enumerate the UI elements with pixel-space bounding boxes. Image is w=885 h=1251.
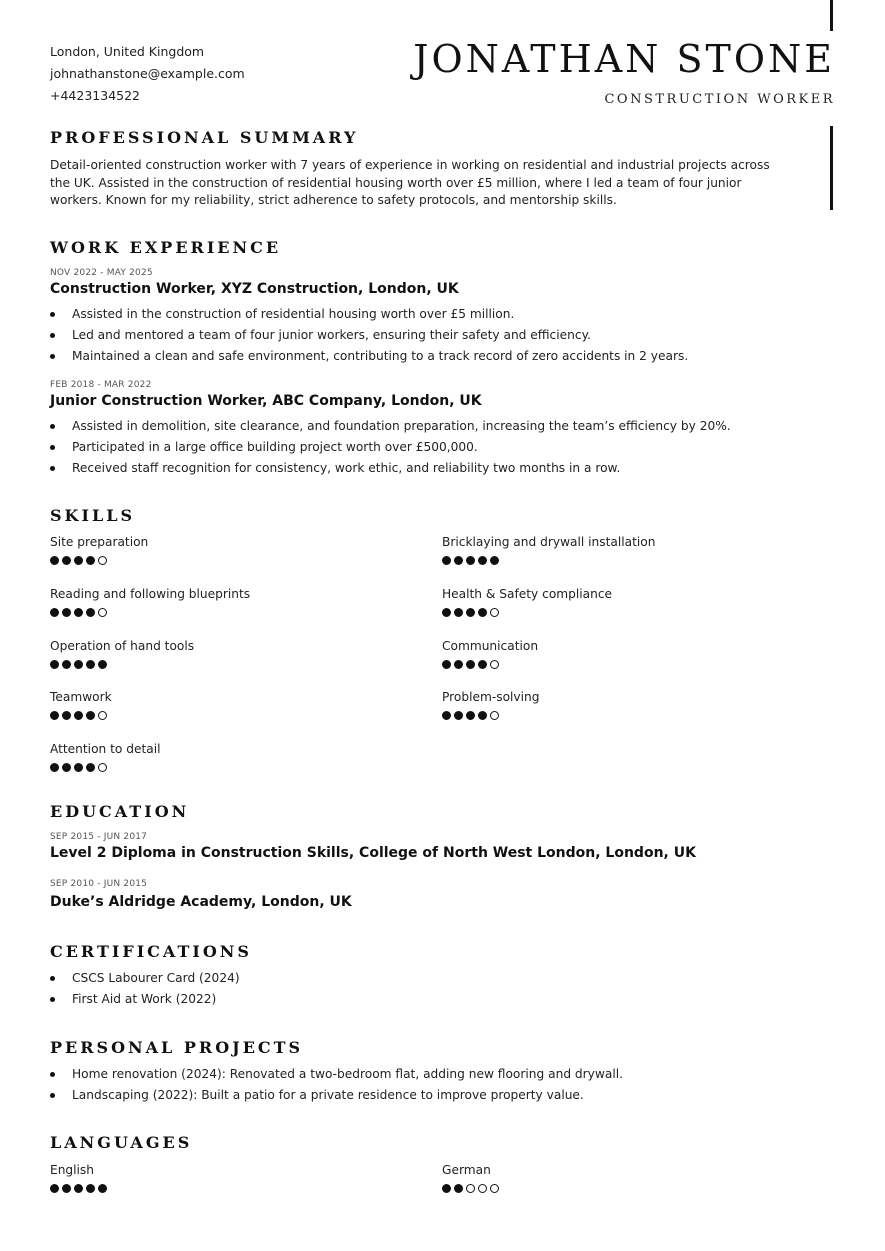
rating-dot-filled bbox=[478, 660, 487, 669]
skill-label: Health & Safety compliance bbox=[442, 587, 613, 601]
education-2-title: Duke’s Aldridge Academy, London, UK bbox=[50, 894, 352, 910]
rating-dot-filled bbox=[74, 608, 83, 617]
rating-dot-filled bbox=[454, 608, 463, 617]
rating-dot-empty bbox=[490, 711, 499, 720]
skill-label: Bricklaying and drywall installation bbox=[442, 535, 656, 549]
rating-dot-filled bbox=[442, 711, 451, 720]
rating-dot-filled bbox=[62, 660, 71, 669]
skill-label: Attention to detail bbox=[50, 742, 161, 756]
job-1-dates: NOV 2022 - MAY 2025 bbox=[50, 268, 153, 278]
rating-dot-filled bbox=[74, 1184, 83, 1193]
candidate-role: CONSTRUCTION WORKER bbox=[604, 92, 835, 107]
rating-dot-filled bbox=[50, 763, 59, 772]
skill-item bbox=[442, 534, 655, 565]
rating-dot-filled bbox=[442, 660, 451, 669]
job-2-dates: FEB 2018 - MAR 2022 bbox=[50, 380, 152, 390]
skill-item bbox=[50, 689, 112, 720]
rating-dot-empty bbox=[466, 1184, 475, 1193]
education-heading: EDUCATION bbox=[50, 802, 190, 821]
rating-dot-empty bbox=[98, 763, 107, 772]
rating-dot-filled bbox=[466, 556, 475, 565]
job-1-title: Construction Worker, XYZ Construction, London, UK bbox=[50, 281, 459, 297]
job-1-bullet: Led and mentored a team of four junior workers, ensuring their safety and efficiency. bbox=[50, 325, 688, 346]
certification-item: First Aid at Work (2022) bbox=[50, 989, 240, 1010]
rating-dot-filled bbox=[50, 1184, 59, 1193]
rating-dot-filled bbox=[442, 556, 451, 565]
rating-dot-filled bbox=[98, 1184, 107, 1193]
skill-item bbox=[442, 689, 539, 720]
skill-item bbox=[50, 534, 148, 565]
rating-dot-filled bbox=[478, 608, 487, 617]
skills-heading: SKILLS bbox=[50, 506, 135, 525]
rating-dot-filled bbox=[86, 556, 95, 565]
rating-dot-filled bbox=[62, 608, 71, 617]
rating-dot-filled bbox=[86, 763, 95, 772]
skill-item bbox=[50, 741, 161, 772]
skill-rating bbox=[50, 608, 250, 617]
rating-dot-empty bbox=[490, 1184, 499, 1193]
certification-item: CSCS Labourer Card (2024) bbox=[50, 968, 240, 989]
certifications-list bbox=[50, 968, 240, 1010]
rating-dot-filled bbox=[442, 608, 451, 617]
rating-dot-filled bbox=[74, 556, 83, 565]
rating-dot-filled bbox=[62, 711, 71, 720]
rating-dot-filled bbox=[86, 1184, 95, 1193]
rating-dot-empty bbox=[98, 608, 107, 617]
rating-dot-filled bbox=[98, 660, 107, 669]
rating-dot-filled bbox=[466, 711, 475, 720]
accent-bar-top bbox=[830, 0, 833, 31]
contact-phone: +4423134522 bbox=[50, 88, 141, 103]
rating-dot-filled bbox=[74, 763, 83, 772]
rating-dot-filled bbox=[86, 711, 95, 720]
skill-rating bbox=[50, 763, 161, 772]
summary-heading: PROFESSIONAL SUMMARY bbox=[50, 128, 359, 147]
rating-dot-filled bbox=[454, 711, 463, 720]
skill-rating bbox=[50, 556, 148, 565]
job-2-title: Junior Construction Worker, ABC Company, London, UK bbox=[50, 393, 482, 409]
skill-rating bbox=[442, 711, 539, 720]
certifications-heading: CERTIFICATIONS bbox=[50, 942, 252, 961]
rating-dot-filled bbox=[466, 608, 475, 617]
projects-list bbox=[50, 1064, 623, 1106]
skill-rating bbox=[50, 711, 112, 720]
project-item: Landscaping (2022): Built a patio for a private residence to improve property value. bbox=[50, 1085, 623, 1106]
language-label: German bbox=[442, 1163, 491, 1177]
summary-text: Detail-oriented construction worker with 7 years of experience in working on residential and industrial projects across the UK. Assisted in the construction of residential housing worth over £5 million, where I led a team of four junior workers. Known for my reliability, strict adherence to safety protocols, and mentorship skills. bbox=[50, 158, 770, 207]
education-1-title: Level 2 Diploma in Construction Skills, College of North West London, London, UK bbox=[50, 845, 696, 861]
language-rating bbox=[442, 1184, 499, 1193]
skill-rating bbox=[442, 660, 538, 669]
rating-dot-filled bbox=[466, 660, 475, 669]
project-item: Home renovation (2024): Renovated a two-bedroom flat, adding new flooring and drywall. bbox=[50, 1064, 623, 1085]
job-2-bullets bbox=[50, 416, 731, 479]
rating-dot-empty bbox=[478, 1184, 487, 1193]
rating-dot-filled bbox=[478, 711, 487, 720]
job-2-bullet: Received staff recognition for consistency, work ethic, and reliability two months in a row. bbox=[50, 458, 731, 479]
education-2-dates: SEP 2010 - JUN 2015 bbox=[50, 879, 148, 889]
job-2-bullet: Participated in a large office building project worth over £500,000. bbox=[50, 437, 731, 458]
rating-dot-filled bbox=[86, 660, 95, 669]
rating-dot-empty bbox=[490, 608, 499, 617]
job-1-bullet: Maintained a clean and safe environment, contributing to a track record of zero accidents in 2 years. bbox=[50, 346, 688, 367]
rating-dot-filled bbox=[62, 1184, 71, 1193]
rating-dot-filled bbox=[62, 556, 71, 565]
language-item bbox=[442, 1162, 499, 1193]
job-2-bullet: Assisted in demolition, site clearance, and foundation preparation, increasing the team’s efficiency by 20%. bbox=[50, 416, 731, 437]
accent-bar-middle bbox=[830, 126, 833, 210]
rating-dot-filled bbox=[454, 556, 463, 565]
skill-rating bbox=[442, 556, 655, 565]
education-1-dates: SEP 2015 - JUN 2017 bbox=[50, 832, 148, 842]
rating-dot-filled bbox=[490, 556, 499, 565]
rating-dot-filled bbox=[50, 556, 59, 565]
rating-dot-filled bbox=[74, 711, 83, 720]
rating-dot-filled bbox=[50, 711, 59, 720]
rating-dot-filled bbox=[50, 660, 59, 669]
contact-block bbox=[50, 41, 245, 107]
contact-location: London, United Kingdom bbox=[50, 44, 205, 59]
skill-item bbox=[442, 638, 538, 669]
rating-dot-filled bbox=[454, 660, 463, 669]
language-rating bbox=[50, 1184, 107, 1193]
skill-label: Operation of hand tools bbox=[50, 639, 195, 653]
skill-label: Communication bbox=[442, 639, 539, 653]
skill-item bbox=[50, 586, 250, 617]
skill-label: Site preparation bbox=[50, 535, 149, 549]
language-item bbox=[50, 1162, 107, 1193]
experience-heading: WORK EXPERIENCE bbox=[50, 238, 282, 257]
skill-label: Problem-solving bbox=[442, 690, 540, 704]
skill-rating bbox=[50, 660, 194, 669]
rating-dot-filled bbox=[50, 608, 59, 617]
rating-dot-filled bbox=[86, 608, 95, 617]
rating-dot-empty bbox=[98, 556, 107, 565]
rating-dot-filled bbox=[454, 1184, 463, 1193]
candidate-name: JONATHAN STONE bbox=[413, 37, 835, 81]
languages-heading: LANGUAGES bbox=[50, 1133, 193, 1152]
rating-dot-empty bbox=[98, 711, 107, 720]
language-label: English bbox=[50, 1163, 95, 1177]
rating-dot-filled bbox=[74, 660, 83, 669]
contact-email: johnathanstone@example.com bbox=[50, 66, 245, 81]
job-1-bullets bbox=[50, 304, 688, 367]
job-1-bullet: Assisted in the construction of residential housing worth over £5 million. bbox=[50, 304, 688, 325]
skill-item bbox=[442, 586, 612, 617]
rating-dot-filled bbox=[478, 556, 487, 565]
skill-label: Teamwork bbox=[50, 690, 112, 704]
rating-dot-filled bbox=[62, 763, 71, 772]
skill-label: Reading and following blueprints bbox=[50, 587, 251, 601]
rating-dot-filled bbox=[442, 1184, 451, 1193]
skill-rating bbox=[442, 608, 612, 617]
projects-heading: PERSONAL PROJECTS bbox=[50, 1038, 304, 1057]
rating-dot-empty bbox=[490, 660, 499, 669]
skill-item bbox=[50, 638, 194, 669]
